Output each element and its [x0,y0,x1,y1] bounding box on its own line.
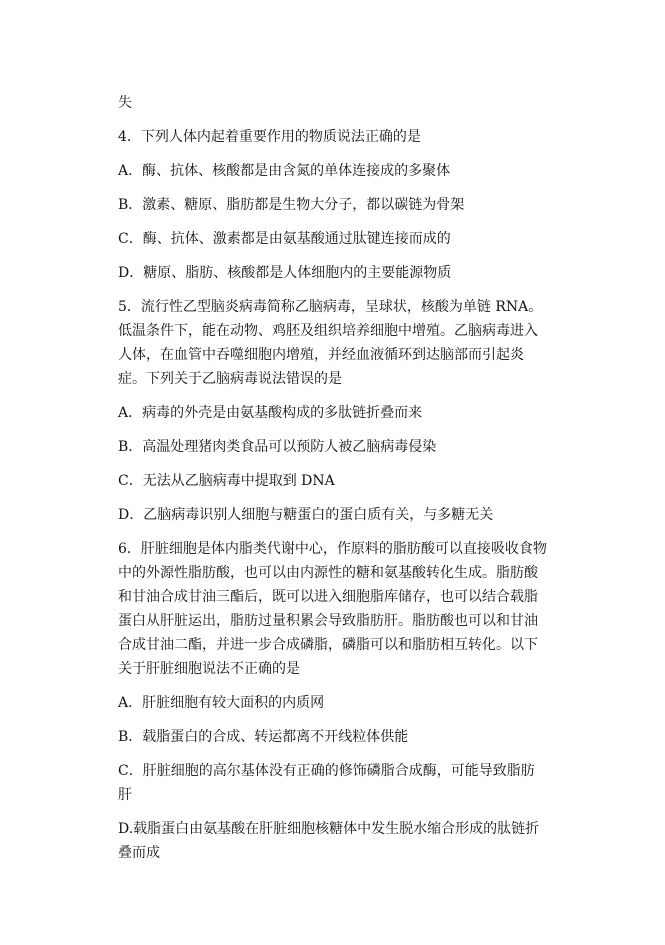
question-6-option-d: D.载脂蛋白由氨基酸在肝脏细胞核糖体中发生脱水缩合形成的肽链折叠而成 [118,821,540,861]
continued-text: 失 [118,95,132,111]
question-6-option-a: A．肝脏细胞有较大面积的内质网 [118,695,325,711]
question-4-option-a: A．酶、抗体、核酸都是由含氮的单体连接成的多聚体 [118,163,451,179]
question-5-option-c: C．无法从乙脑病毒中提取到 DNA [118,473,335,489]
document-page [118,91,548,865]
question-4-option-d: D．糖原、脂肪、核酸都是人体细胞内的主要能源物质 [118,265,452,281]
question-5-option-a: A．病毒的外壳是由氨基酸构成的多肽链折叠而来 [118,405,423,421]
question-6-option-c: C．肝脏细胞的高尔基体没有正确的修饰磷脂合成酶，可能导致脂肪肝 [118,763,535,803]
question-5-stem: 5．流行性乙型脑炎病毒简称乙脑病毒，呈球状，核酸为单链 RNA。低温条件下，能在动物、鸡胚及组织培养细胞中增殖。乙脑病毒进入人体，在血管中吞噬细胞内增殖，并经血液循环到达脑部而引起炎症。下列关于乙脑病毒说法错误的是 [118,299,543,387]
question-4-option-b: B．激素、糖原、脂肪都是生物大分子，都以碳链为骨架 [118,197,465,213]
question-6-stem: 6．肝脏细胞是体内脂类代谢中心，作原料的脂肪酸可以直接吸收食物中的外源性脂肪酸，也可以由内源性的糖和氨基酸转化生成。脂肪酸和甘油合成甘油三酯后，既可以进入细胞脂库储存，也可以结合载脂蛋白从肝脏运出，脂肪过量积累会导致脂肪肝。脂肪酸也可以和甘油合成甘油二酯，并进一步合成磷脂，磷脂可以和脂肪相互转化。以下关于肝脏细胞说法不正确的是 [118,541,547,677]
question-5-option-d: D．乙脑病毒识别人细胞与糖蛋白的蛋白质有关，与多糖无关 [118,507,494,523]
question-5-option-b: B．高温处理猪肉类食品可以预防人被乙脑病毒侵染 [118,439,437,455]
question-4-stem: 4．下列人体内起着重要作用的物质说法正确的是 [118,129,421,145]
question-4-option-c: C．酶、抗体、激素都是由氨基酸通过肽键连接而成的 [118,231,451,247]
question-6-option-b: B．载脂蛋白的合成、转运都离不开线粒体供能 [118,729,409,745]
